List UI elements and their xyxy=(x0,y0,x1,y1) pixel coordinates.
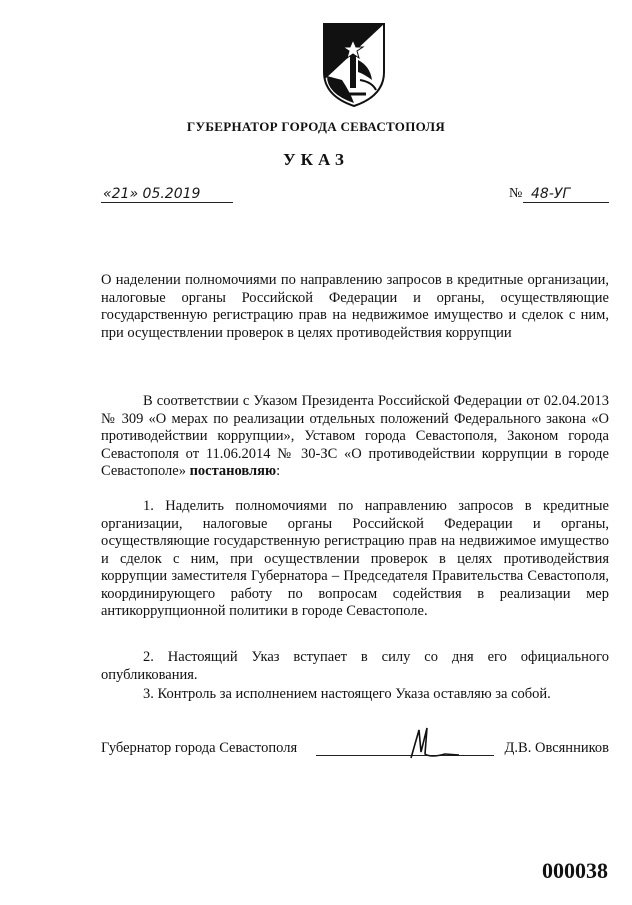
preamble-end: : xyxy=(276,463,281,479)
decree-subject: О наделении полномочиями по направлению запросов в кредитные организации, налоговые органы Российской Федерации и органы, осуществляющие государственную регистрацию прав на недвижимое имущество и сделок с ним, при осуществлении проверок в целях противодействия коррупции xyxy=(101,272,609,341)
decree-date xyxy=(101,186,233,204)
handwritten-signature-icon xyxy=(401,724,461,764)
number-value: 48-УГ xyxy=(531,186,571,202)
number-label: № xyxy=(509,186,523,201)
signature-block xyxy=(101,738,609,768)
date-underline xyxy=(101,202,233,203)
date-value: «21» 05.2019 xyxy=(103,186,201,202)
document-type-heading: УКАЗ xyxy=(283,150,349,169)
clause-3: 3. Контроль за исполнением настоящего Указа оставляю за собой. xyxy=(143,686,551,702)
serial-number: 000038 xyxy=(542,858,608,883)
decree-verb: постановляю xyxy=(189,463,277,479)
decree-preamble xyxy=(101,393,609,481)
clause-2: 2. Настоящий Указ вступает в силу со дня его официального опубликования. xyxy=(101,649,609,683)
number-underline xyxy=(523,202,609,203)
coat-of-arms-icon xyxy=(320,20,388,108)
decree-number xyxy=(509,186,609,204)
issuer-heading: ГУБЕРНАТОР ГОРОДА СЕВАСТОПОЛЯ xyxy=(186,119,446,134)
signatory-name: Д.В. Овсянников xyxy=(504,740,609,756)
clause-1: 1. Наделить полномочиями по направлению запросов в кредитные организации, налоговые органы Российской Федерации и органы, осуществляющие государственную регистрацию прав на недвижимое имущество и сделок с ним, при осуществлении проверок в целях противодействия коррупции заместителя Губернатора – Председателя Правительства Севастополя, координирующего работу по вопросам содействия в реализации мер антикоррупционной политики в городе Севастополе. xyxy=(101,498,609,619)
preamble-text: В соответствии с Указом Президента Российской Федерации от 02.04.2013 № 309 «О мерах по реализации отдельных положений Федерального закона «О противодействии коррупции», Уставом города Севастополя, Законом города Севастополя от 11.06.2014 № 30-ЗС «О противодействии коррупции в городе Севастополе» xyxy=(101,393,609,479)
signatory-title: Губернатор города Севастополя xyxy=(101,740,298,756)
